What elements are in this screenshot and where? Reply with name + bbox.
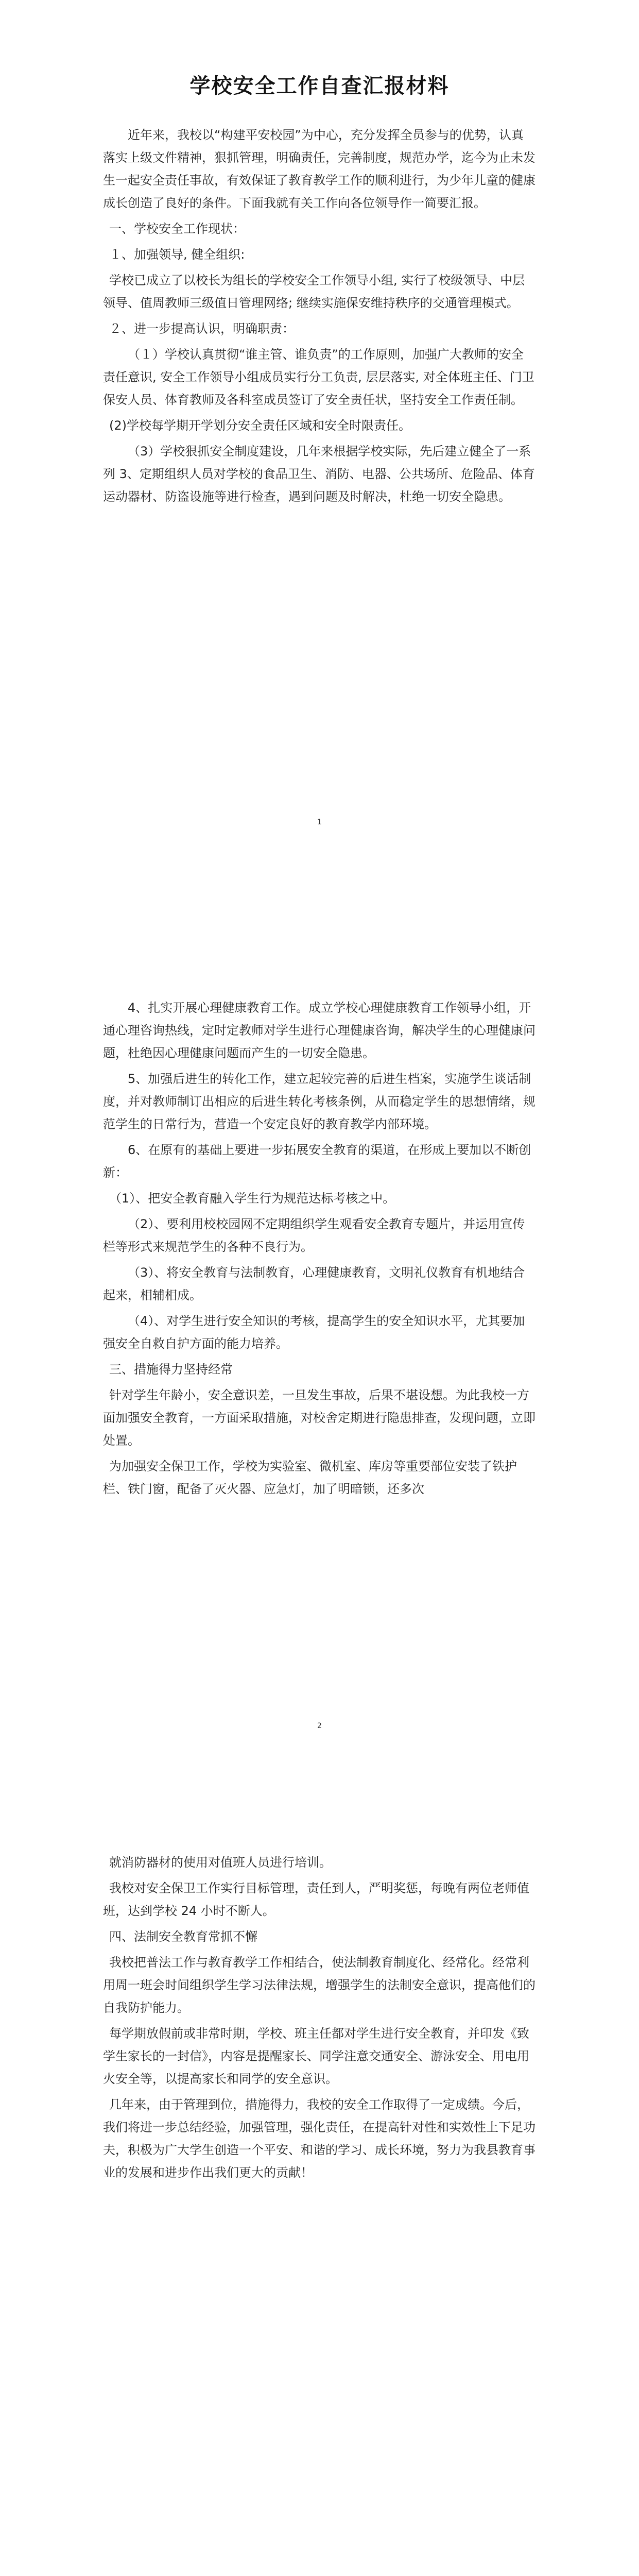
list-item: （1）、把安全教育融入学生行为规范达标考核之中。 xyxy=(109,1191,395,1206)
document-page-1 xyxy=(0,0,639,904)
paragraph: （3）学校狠抓安全制度建设，几年来根据学校实际，先后建立健全了一系列 3、定期组织人员对学校的食品卫生、消防、电器、公共场所、危险品、体育运动器材、防盗设施等进行检查，遇到问题及时解决，杜绝一切安全隐患。 xyxy=(103,444,535,504)
section-heading-1: 一、学校安全工作现状： xyxy=(109,222,245,236)
document-page-2 xyxy=(0,904,639,1807)
page-1-body xyxy=(103,124,536,511)
paragraph: 每学期放假前或非常时期，学校、班主任都对学生进行安全教育，并印发《致学生家长的一封信》，内容是提醒家长、同学注意交通安全、游泳安全、用电用火安全等，以提高家长和同学的安全意识。 xyxy=(103,2026,529,2086)
paragraph: 学校已成立了以校长为组长的学校安全工作领导小组, 实行了校级领导、中层领导、值周教师三级值日管理网络; 继续实施保安维持秩序的交通管理模式。 xyxy=(103,273,525,310)
list-item: （2）、要利用校校园网不定期组织学生观看安全教育专题片，并运用宣传栏等形式来规范学生的各种不良行为。 xyxy=(103,1217,525,1254)
paragraph: 我校把普法工作与教育教学工作相结合，使法制教育制度化、经常化。经常利用周一班会时间组织学生学习法律法规，增强学生的法制安全意识，提高他们的自我防护能力。 xyxy=(103,1955,536,2015)
list-item: （3）、将安全教育与法制教育，心理健康教育，文明礼仪教育有机地结合起来，相辅相成。 xyxy=(103,1265,525,1302)
document-page-3 xyxy=(0,1807,639,2576)
paragraph: （１）学校认真贯彻“谁主管、谁负责”的工作原则，加强广大教师的安全责任意识, 安全工作领导小组成员实行分工负责, 层层落实, 对全体班主任、门卫保安人员、体育教师及各科室成员签订了安全责任状，坚持安全工作责任制。 xyxy=(103,347,534,407)
page-number: 2 xyxy=(317,1722,322,1730)
paragraph: 就消防器材的使用对值班人员进行培训。 xyxy=(109,1855,332,1870)
paragraph: 4、扎实开展心理健康教育工作。成立学校心理健康教育工作领导小组，开通心理咨询热线，定时定教师对学生进行心理健康咨询，解决学生的心理健康问题，杜绝因心理健康问题而产生的一切安全隐患。 xyxy=(103,1001,536,1060)
paragraph: 针对学生年龄小，安全意识差，一旦发生事故，后果不堪设想。为此我校一方面加强安全教育，一方面采取措施，对校舍定期进行隐患排查，发现问题，立即处置。 xyxy=(103,1388,536,1448)
closing-paragraph: 几年来，由于管理到位，措施得力，我校的安全工作取得了一定成绩。今后，我们将进一步总结经验，加强管理，强化责任，在提高针对性和实效性上下足功夫，积极为广大学生创造一个平安、和谐的学习、成长环境，努力为我县教育事业的发展和进步作出我们更大的贡献！ xyxy=(103,2097,536,2180)
list-item: （4）、对学生进行安全知识的考核，提高学生的安全知识水平，尤其要加强安全自救自护方面的能力培养。 xyxy=(103,1314,525,1351)
page-3-body xyxy=(103,1851,536,2187)
page-2-body xyxy=(103,996,536,1503)
paragraph: 6、在原有的基础上要进一步拓展安全教育的渠道，在形成上要加以不断创新： xyxy=(103,1143,531,1180)
page-number: 1 xyxy=(317,818,322,826)
paragraph: 我校对安全保卫工作实行目标管理，责任到人，严明奖惩，每晚有两位老师值班，达到学校 24 小时不断人。 xyxy=(103,1881,529,1918)
document-title: 学校安全工作自查汇报材料 xyxy=(189,74,450,98)
subheading-2: ２、进一步提高认识，明确职责： xyxy=(109,321,295,336)
subheading-1: １、加强领导, 健全组织: xyxy=(109,247,245,262)
section-heading-3: 三、措施得力坚持经常 xyxy=(109,1362,233,1377)
intro-paragraph: 近年来，我校以“构建平安校园”为中心，充分发挥全员参与的优势，认真落实上级文件精神，狠抓管理，明确责任，完善制度，规范办学，迄今为止未发生一起安全责任事故，有效保证了教育教学工作的顺利进行，为少年儿童的健康成长创造了良好的条件。下面我就有关工作向各位领导作一简要汇报。 xyxy=(103,128,536,210)
paragraph: 为加强安全保卫工作，学校为实验室、微机室、库房等重要部位安装了铁护栏、铁门窗，配备了灭火器、应急灯，加了明暗锁，还多次 xyxy=(103,1459,517,1496)
paragraph: (2)学校每学期开学划分安全责任区域和安全时限责任。 xyxy=(109,418,411,433)
section-heading-4: 四、法制安全教育常抓不懈 xyxy=(109,1929,257,1944)
paragraph: 5、加强后进生的转化工作，建立起较完善的后进生档案，实施学生谈话制度，并对教师制订出相应的后进生转化考核条例，从而稳定学生的思想情绪，规范学生的日常行为，营造一个安定良好的教育教学内部环境。 xyxy=(103,1072,536,1131)
